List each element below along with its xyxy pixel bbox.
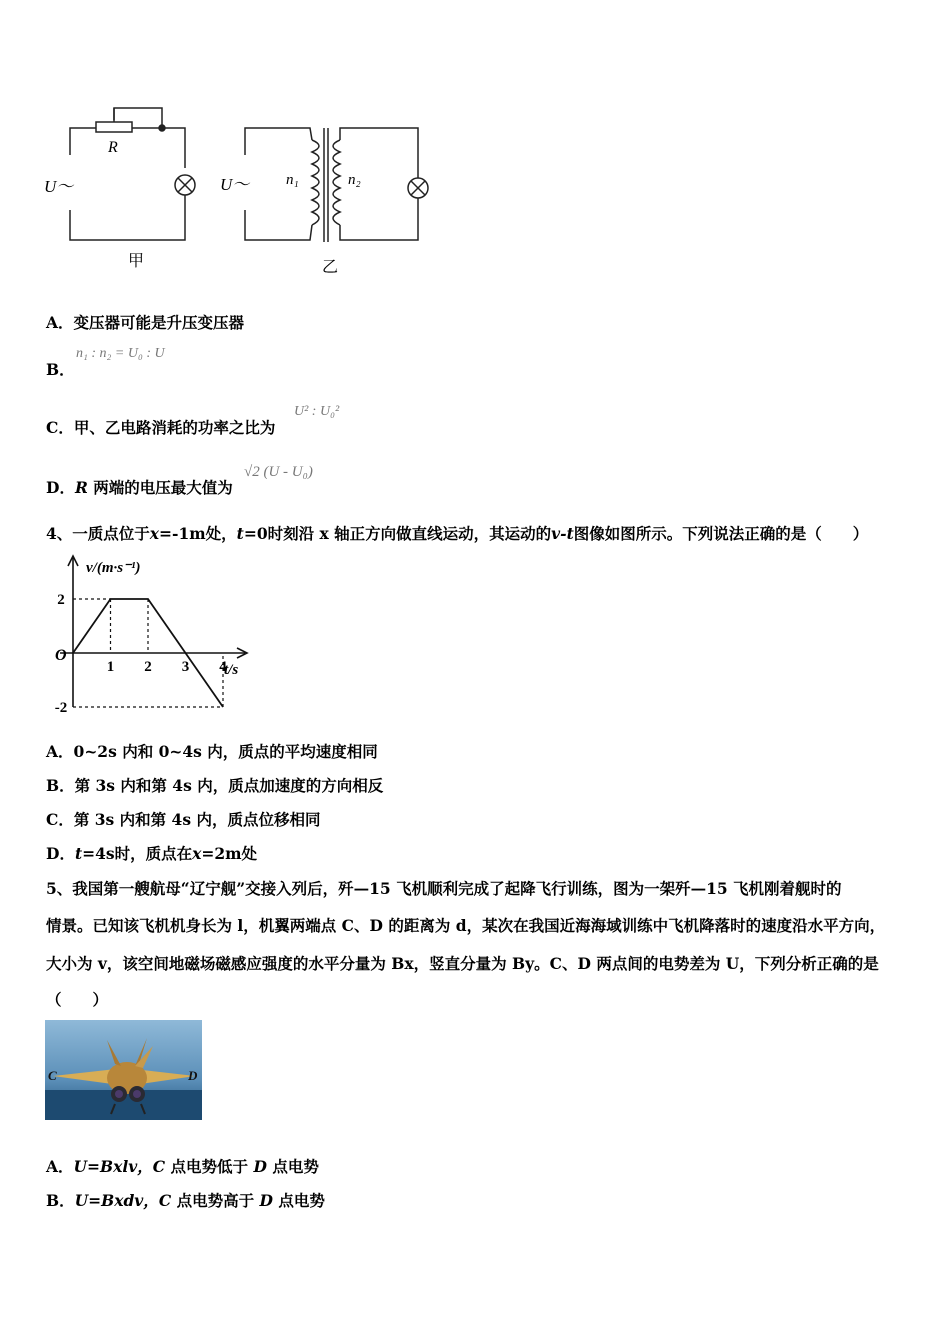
y-tick-label: 2 xyxy=(57,592,65,608)
point-c-label: C xyxy=(48,1068,57,1083)
x-tick-label: 4 xyxy=(219,659,227,675)
circuit-figure xyxy=(40,100,440,280)
vt-chart xyxy=(40,552,260,722)
y-axis-label: v/(m·s⁻¹) xyxy=(86,560,141,576)
voltage-source-label-yi: U～ xyxy=(220,175,250,194)
q4-option-a[interactable]: A．0~2s 内和 0~4s 内，质点的平均速度相同 xyxy=(46,742,378,761)
q4-option-d[interactable]: D．t=4s时，质点在x=2m处 xyxy=(46,844,258,863)
q3-option-d-formula: √2 (U - U₀) xyxy=(244,464,313,480)
voltage-source-label-jia: U～ xyxy=(44,177,74,196)
x-axis-label: t/s xyxy=(224,662,239,678)
q4-option-c[interactable]: C．第 3s 内和第 4s 内，质点位移相同 xyxy=(46,810,321,829)
primary-coil-label: n₁ xyxy=(286,172,299,188)
secondary-coil-label: n₂ xyxy=(348,172,361,188)
point-d-label: D xyxy=(188,1068,198,1083)
x-tick-label: 2 xyxy=(144,659,152,675)
q3-option-d[interactable]: D．R 两端的电压最大值为 xyxy=(46,478,233,497)
q3-option-c[interactable]: C．甲、乙电路消耗的功率之比为 xyxy=(46,418,276,437)
q5-option-b[interactable]: B．U=Bxdv，C 点电势高于 D 点电势 xyxy=(46,1191,325,1210)
q5-stem-line-4: （ ） xyxy=(46,990,109,1009)
y-tick-label: -2 xyxy=(54,700,68,716)
figure-jia-caption: 甲 xyxy=(128,251,145,270)
q4-option-b[interactable]: B．第 3s 内和第 4s 内，质点加速度的方向相反 xyxy=(46,776,384,795)
x-tick-label: 1 xyxy=(106,659,115,675)
q4-stem: 4、一质点位于x=-1m处，t=0时刻沿 x 轴正方向做直线运动，其运动的v-t图像如图所示。下列说法正确的是（ ） xyxy=(46,524,869,543)
q3-option-a[interactable]: A．变压器可能是升压变压器 xyxy=(46,313,245,332)
resistor-label: R xyxy=(108,139,118,156)
q5-stem-line-2: 情景。已知该飞机机身长为 l，机翼两端点 C、D 的距离为 d，某次在我国近海海域训练中飞机降落时的速度沿水平方向， xyxy=(46,916,886,935)
figure-yi-caption: 乙 xyxy=(322,257,339,276)
q5-stem-line-1: 5、我国第一艘航母“辽宁舰”交接入列后，歼—15 飞机顺利完成了起降飞行训练，图为一架歼—15 飞机刚着舰时的 xyxy=(46,879,842,898)
q3-option-b-formula: n₁ : n₂ = U₀ : U xyxy=(76,346,165,361)
q5-option-a[interactable]: A．U=Bxlv，C 点电势低于 D 点电势 xyxy=(46,1157,319,1176)
q5-stem-line-3: 大小为 v，该空间地磁场磁感应强度的水平分量为 Bx，竖直分量为 By。C、D 两点间的电势差为 U，下列分析正确的是 xyxy=(46,954,879,973)
q3-option-b[interactable]: B． xyxy=(46,360,75,379)
jet-landing-photo xyxy=(45,1020,202,1120)
origin-label: O xyxy=(55,647,67,664)
q3-option-c-formula: U² : U₀² xyxy=(294,404,340,419)
x-tick-label: 3 xyxy=(181,659,190,675)
jet-illustration xyxy=(45,1020,202,1120)
